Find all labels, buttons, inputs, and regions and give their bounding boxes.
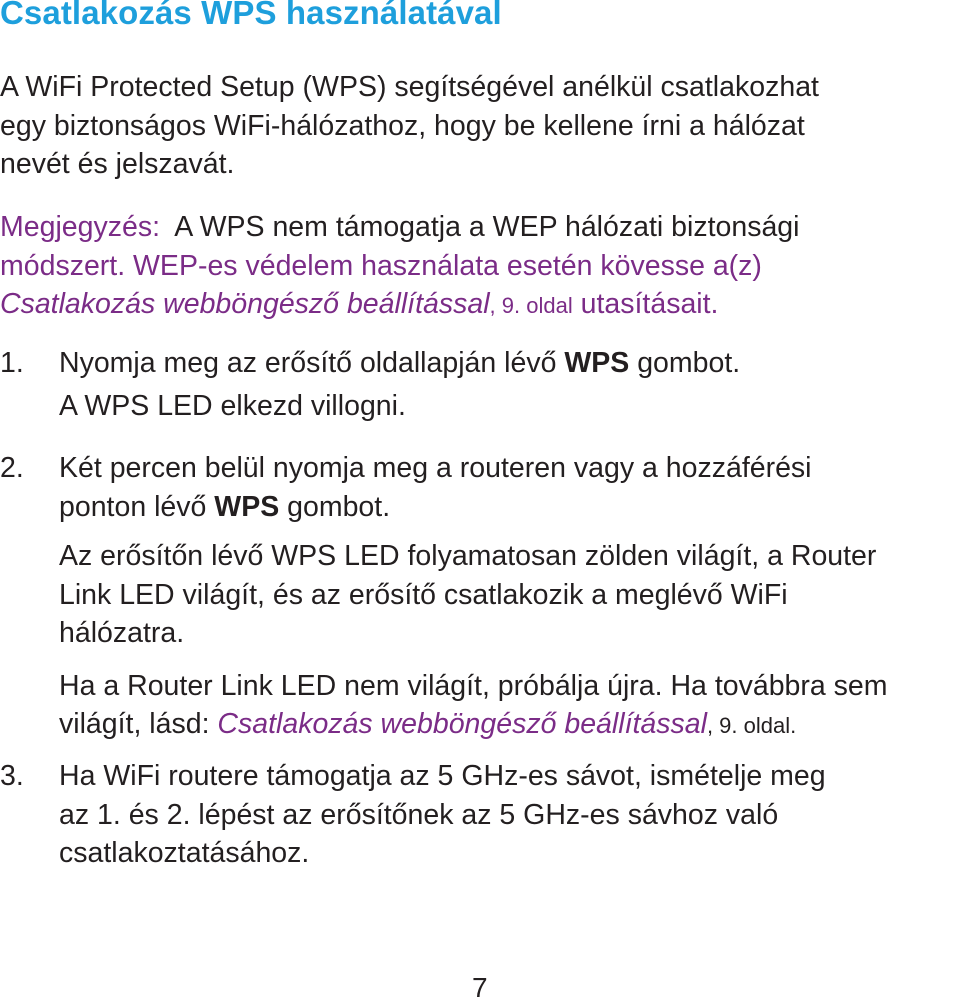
step-1-text-end: gombot. [629, 347, 741, 379]
step-3-body [59, 757, 826, 873]
note-suffix: utasításait. [572, 288, 719, 320]
step-2-bold: WPS [214, 490, 280, 523]
note-text: A WPS nem támogatja a WEP hálózati biztonsági [174, 211, 800, 243]
step-2-line-2 [59, 488, 888, 527]
step-1-bold: WPS [564, 347, 630, 379]
note-line-3 [0, 285, 799, 326]
step-1-result: A WPS LED elkezd villogni. [59, 389, 406, 422]
note-link[interactable]: Csatlakozás webböngésző beállítással [0, 288, 490, 320]
step-2-retry-line-1: Ha a Router Link LED nem világít, próbálja újra. Ha továbbra sem [59, 669, 888, 702]
step-2-retry-link[interactable]: Csatlakozás webböngésző beállítással [217, 708, 707, 740]
step-1-line [59, 344, 740, 383]
note-line-1 [0, 208, 799, 247]
step-2-retry-text: világít, lásd: [59, 708, 218, 740]
intro-line-2: egy biztonságos WiFi-hálózathoz, hogy be kellene írni a hálózat [0, 109, 805, 142]
step-2-result-line-2: Link LED világít, és az erősítő csatlakozik a meglévő WiFi [59, 578, 788, 611]
page-title: Csatlakozás WPS használatával [0, 0, 502, 31]
step-2-retry-line-2 [59, 705, 888, 746]
note-paragraph [0, 208, 799, 326]
intro-line-3: nevét és jelszavát. [0, 148, 235, 180]
step-3-line-2: az 1. és 2. lépést az erősítőnek az 5 GHz-es sávhoz való [59, 798, 779, 831]
step-3-line-3: csatlakoztatásához. [59, 837, 310, 869]
step-2-body [59, 449, 888, 746]
step-2-line-1: Két percen belül nyomja meg a routeren vagy a hozzáférési [59, 452, 812, 484]
page-number: 7 [472, 972, 488, 1003]
note-page-ref: , 9. oldal [489, 293, 573, 318]
step-2-result-line-1: Az erősítőn lévő WPS LED folyamatosan zölden világít, a Router [59, 540, 877, 572]
intro-paragraph [0, 68, 819, 184]
step-1-text: Nyomja meg az erősítő oldallapján lévő [59, 347, 565, 379]
step-1-number: 1. [0, 347, 24, 379]
step-2-result-line-3: hálózatra. [59, 617, 185, 649]
step-2-retry [59, 667, 888, 746]
step-3-number: 3. [0, 760, 24, 792]
step-2-text-end: gombot. [279, 490, 391, 523]
intro-line-1: A WiFi Protected Setup (WPS) segítségével anélkül csatlakozhat [0, 71, 819, 103]
step-2-result [59, 537, 888, 653]
note-line-2: módszert. WEP-es védelem használata esetén kövesse a(z) [0, 249, 762, 282]
step-3-line-1: Ha WiFi routere támogatja az 5 GHz-es sávot, ismételje meg [59, 760, 826, 792]
step-1-body [59, 344, 740, 425]
step-2-text: ponton lévő [59, 490, 215, 523]
note-label: Megjegyzés: [0, 211, 160, 243]
step-2-retry-page-ref: , 9. oldal. [706, 713, 797, 738]
step-2-number: 2. [0, 452, 24, 484]
